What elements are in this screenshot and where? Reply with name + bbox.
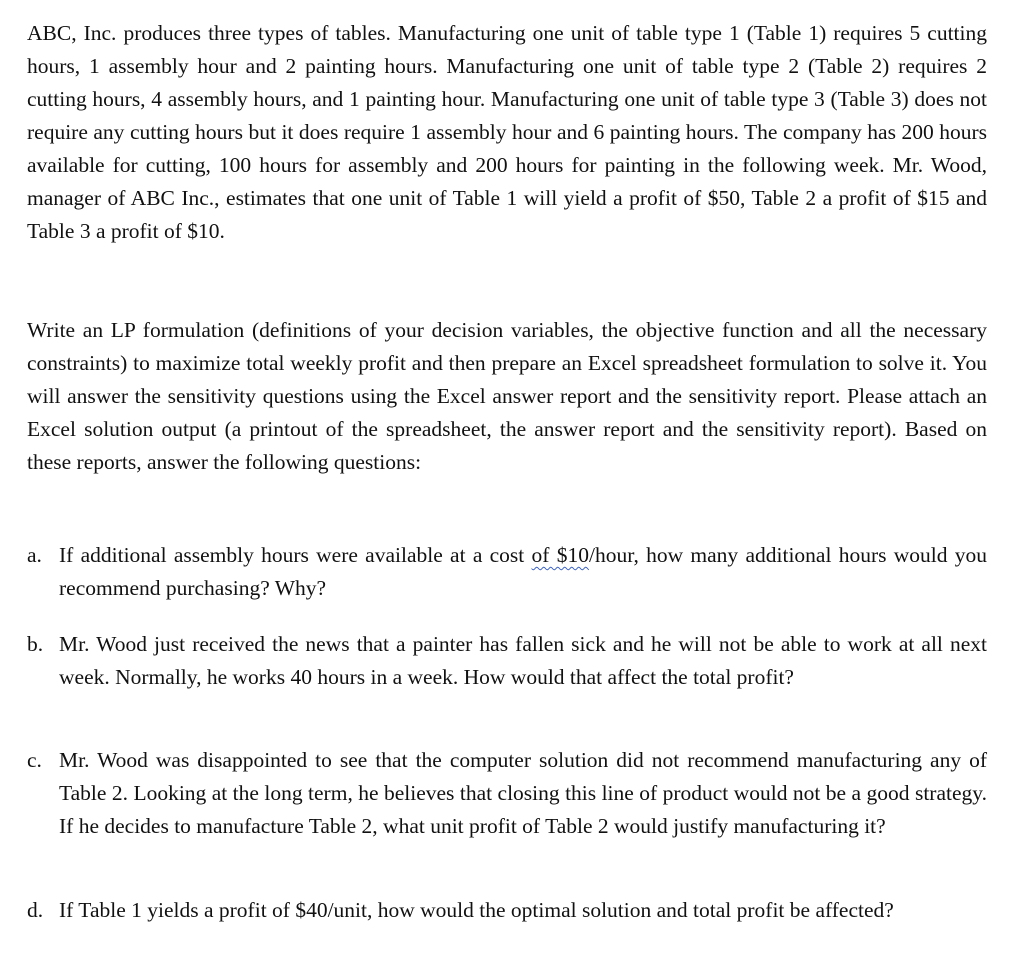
question-text: If Table 1 yields a profit of $40/unit, how would the optimal solution and total profit be affected? [59, 898, 894, 922]
question-text-part: /hour, how many additional hours would you recommend purchasing? Why? [59, 543, 987, 600]
spellcheck-marked-text[interactable]: of $10 [531, 543, 589, 567]
question-c [27, 744, 987, 843]
instructions-paragraph: Write an LP formulation (definitions of your decision variables, the objective function and all the necessary constraints) to maximize total weekly profit and then prepare an Excel spreadsheet formulation to solve it. You will answer the sensitivity questions using the Excel answer report and the sensitivity report. Please attach an Excel solution output (a printout of the spreadsheet, the answer report and the sensitivity report). Based on these reports, answer the following questions: [27, 318, 987, 474]
question-text: Mr. Wood was disappointed to see that the computer solution did not recommend manufacturing any of Table 2. Looking at the long term, he believes that closing this line of product would not be a good strategy. If he decides to manufacture Table 2, what unit profit of Table 2 would justify manufacturing it? [59, 748, 987, 838]
question-letter: b. [27, 632, 44, 656]
question-text: Mr. Wood just received the news that a painter has fallen sick and he will not be able to work at all next week. Normally, he works 40 hours in a week. How would that affect the total profit? [59, 632, 987, 689]
question-text-part: If additional assembly hours were available at a cost [59, 543, 532, 567]
question-letter: c. [27, 748, 42, 772]
question-letter: d. [27, 898, 44, 922]
question-b [27, 628, 987, 694]
question-letter: a. [27, 543, 42, 567]
question-d [27, 894, 987, 927]
intro-paragraph: ABC, Inc. produces three types of tables. Manufacturing one unit of table type 1 (Table 1) requires 5 cutting hours, 1 assembly hour and 2 painting hours. Manufacturing one unit of table type 2 (Table 2) requires 2 cutting hours, 4 assembly hours, and 1 painting hour. Manufacturing one unit of table type 3 (Table 3) does not require any cutting hours but it does require 1 assembly hour and 6 painting hours. The company has 200 hours available for cutting, 100 hours for assembly and 200 hours for painting in the following week. Mr. Wood, manager of ABC Inc., estimates that one unit of Table 1 will yield a profit of $50, Table 2 a profit of $15 and Table 3 a profit of $10. [27, 21, 987, 243]
question-a [27, 539, 987, 605]
question-text [59, 539, 987, 605]
